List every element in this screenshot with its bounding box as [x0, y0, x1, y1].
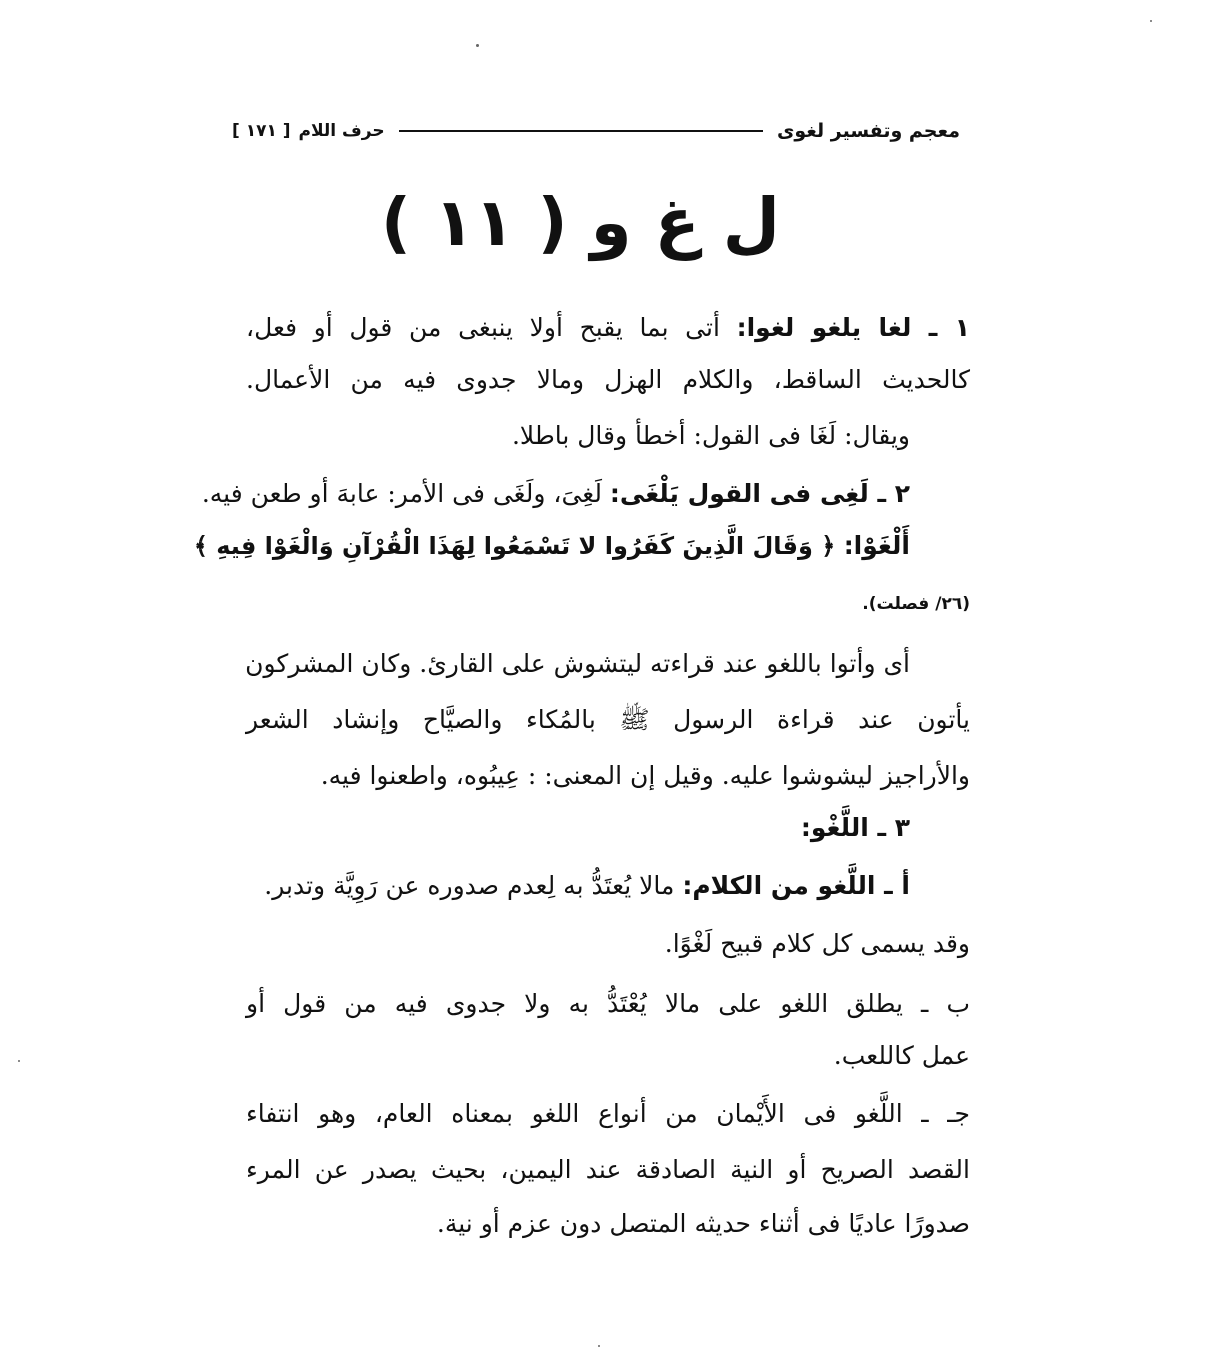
entry-title: ل غ و ( ١١ )	[380, 184, 780, 261]
definition-text: لَغِىَ، ولَغَى فى الأمر: عابهَ أو طعن فيه.	[201, 479, 610, 508]
text-line: صدورًا عاديًا فى أثناء حديثه المتصل دون عزم أو نية.	[436, 1209, 970, 1238]
text-line: القصد الصريح أو النية الصادقة عند اليمين، بحيث يصدر عن المرء	[246, 1155, 970, 1184]
book-title: معجم وتفسير لغوى	[776, 120, 960, 142]
definition-heading: أ ـ اللَّغو من الكلام:	[682, 871, 910, 900]
section-title: حرف اللام	[298, 121, 385, 141]
text-line: أى وأتوا باللغو عند قراءته ليتشوش على القارئ. وكان المشركون	[245, 649, 910, 678]
definition-text: أتى بما يقبح أولا ينبغى من قول أو فعل،	[246, 313, 737, 342]
scan-speck	[1150, 20, 1152, 22]
definition-heading: ٣ ـ اللَّغْو:	[800, 813, 910, 842]
definition-text: مالا يُعتَدُّ به لِعدم صدوره عن رَوِيَّة وتدبر.	[264, 871, 683, 900]
scan-speck	[598, 1345, 600, 1347]
text-line: عمل كاللعب.	[833, 1041, 970, 1070]
scan-speck	[476, 44, 479, 47]
text-line	[246, 808, 910, 848]
text-line	[246, 866, 910, 906]
text-line: جـ ـ اللَّغو فى الأَيْمان من أنواع اللغو بمعناه العام، وهو انتفاء	[246, 1099, 970, 1128]
text-line: وقد يسمى كل كلام قبيح لَغْوًا.	[664, 929, 970, 958]
quran-quote: ﴿ وَقَالَ الَّذِينَ كَفَرُوا لا تَسْمَعُوا لِهَذَا الْقُرْآنِ وَالْغَوْا فِيهِ ﴾	[193, 532, 844, 560]
scan-speck	[18, 1060, 20, 1062]
text-line	[193, 526, 910, 566]
definition-heading: أَلْغَوْا:	[843, 531, 910, 560]
header-rule	[399, 130, 763, 132]
text-line: كالحديث الساقط، والكلام الهزل ومالا جدوى فيه من الأعمال.	[246, 365, 970, 394]
text-line: ب ـ يطلق اللغو على مالا يُعْتَدُّ به ولا جدوى فيه من قول أو	[246, 989, 970, 1018]
text-line	[246, 308, 970, 348]
reference-text: (٢٦/ فصلت).	[862, 594, 970, 614]
page-number: [ ١٧١ ]	[232, 121, 291, 141]
text-line: يأتون عند قراءة الرسول ﷺ بالمُكاء والصيَّاح وإنشاد الشعر	[246, 705, 970, 734]
text-line: ويقال: لَغَا فى القول: أخطأ وقال باطلا.	[511, 421, 910, 450]
quran-reference	[246, 586, 970, 616]
text-line	[201, 474, 910, 514]
definition-heading: ١ ـ لغا يلغو لغوا:	[736, 313, 970, 342]
definition-heading: ٢ ـ لَغِى فى القول يَلْغَى:	[609, 479, 910, 508]
text-line: والأراجيز ليشوشوا عليه. وقيل إن المعنى: : عِيبُوه، واطعنوا فيه.	[320, 761, 970, 790]
running-header	[232, 114, 960, 148]
